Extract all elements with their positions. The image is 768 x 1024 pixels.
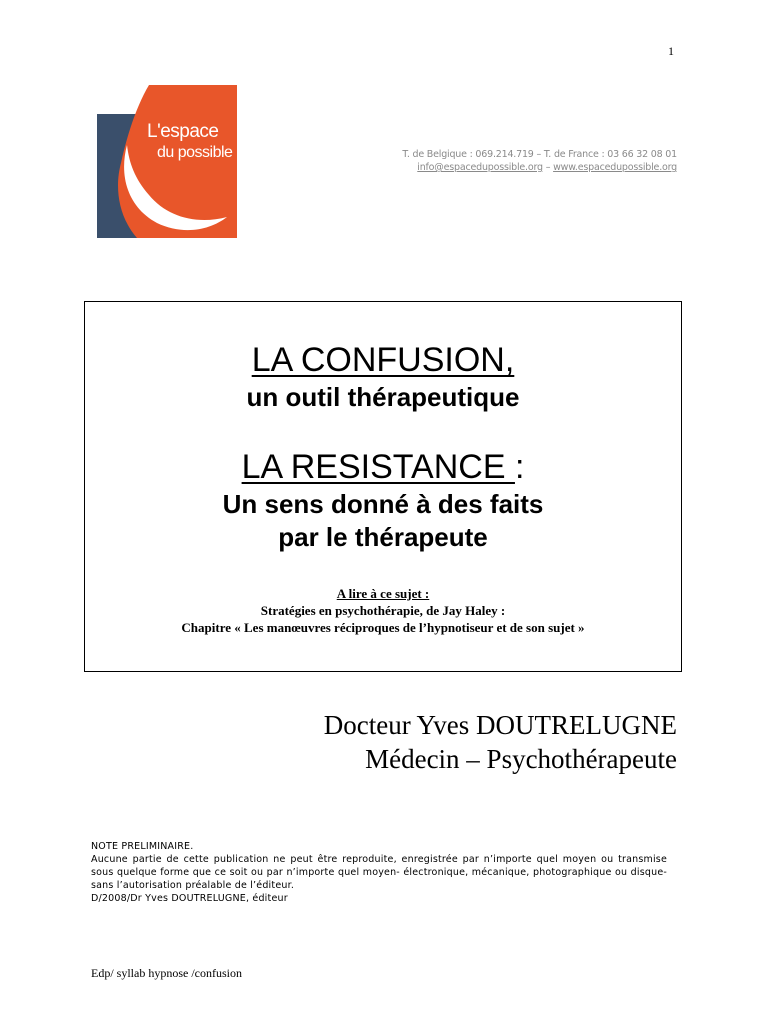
website-link[interactable]: www.espacedupossible.org bbox=[553, 162, 677, 173]
page-number: 1 bbox=[668, 44, 674, 58]
title-resistance bbox=[85, 447, 681, 487]
contact-separator: – bbox=[542, 162, 554, 173]
note-legal: D/2008/Dr Yves DOUTRELUGNE, éditeur bbox=[91, 893, 288, 904]
author-block bbox=[324, 708, 677, 776]
espace-du-possible-logo bbox=[97, 85, 237, 238]
contact-info bbox=[402, 148, 677, 174]
subtitle-therapeutic-tool: un outil thérapeutique bbox=[246, 382, 520, 412]
contact-phones: T. de Belgique : 069.214.719 – T. de France : 03 66 32 08 01 bbox=[402, 149, 677, 160]
reading-line2: Chapitre « Les manœuvres réciproques de l’hypnotiseur et de son sujet » bbox=[181, 620, 585, 635]
note-body: Aucune partie de cette publication ne peut être reproduite, enregistrée par n’importe quel moyen ou transmise sous quelque forme que ce soit ou par n’importe quel moyen- électronique, mécanique, photographique ou disque- sans l’autorisation préalable de l’éditeur. bbox=[91, 854, 667, 891]
title-resistance-colon: : bbox=[514, 448, 525, 486]
logo-text-line2: du possible bbox=[157, 144, 233, 161]
contact-links bbox=[402, 161, 677, 174]
logo-text-line1: L'espace bbox=[147, 121, 219, 142]
reading-heading: A lire à ce sujet : bbox=[336, 586, 430, 601]
page-footer: Edp/ syllab hypnose /confusion bbox=[91, 966, 242, 980]
title-box bbox=[84, 301, 682, 672]
preliminary-note bbox=[91, 840, 667, 905]
subtitle-resistance-line2: par le thérapeute bbox=[278, 522, 488, 552]
author-role: Médecin – Psychothérapeute bbox=[365, 744, 677, 774]
reading-reference bbox=[85, 585, 681, 636]
title-confusion bbox=[85, 340, 681, 380]
subtitle-resistance-line1: Un sens donné à des faits bbox=[222, 489, 544, 519]
reading-line1: Stratégies en psychothérapie, de Jay Haley : bbox=[260, 603, 506, 618]
email-link[interactable]: info@espacedupossible.org bbox=[417, 162, 543, 173]
title-confusion-text: LA CONFUSION, bbox=[251, 341, 515, 379]
note-heading: NOTE PRELIMINAIRE. bbox=[91, 841, 194, 852]
author-name: Docteur Yves DOUTRELUGNE bbox=[323, 710, 677, 740]
title-resistance-text: LA RESISTANCE bbox=[241, 448, 515, 486]
